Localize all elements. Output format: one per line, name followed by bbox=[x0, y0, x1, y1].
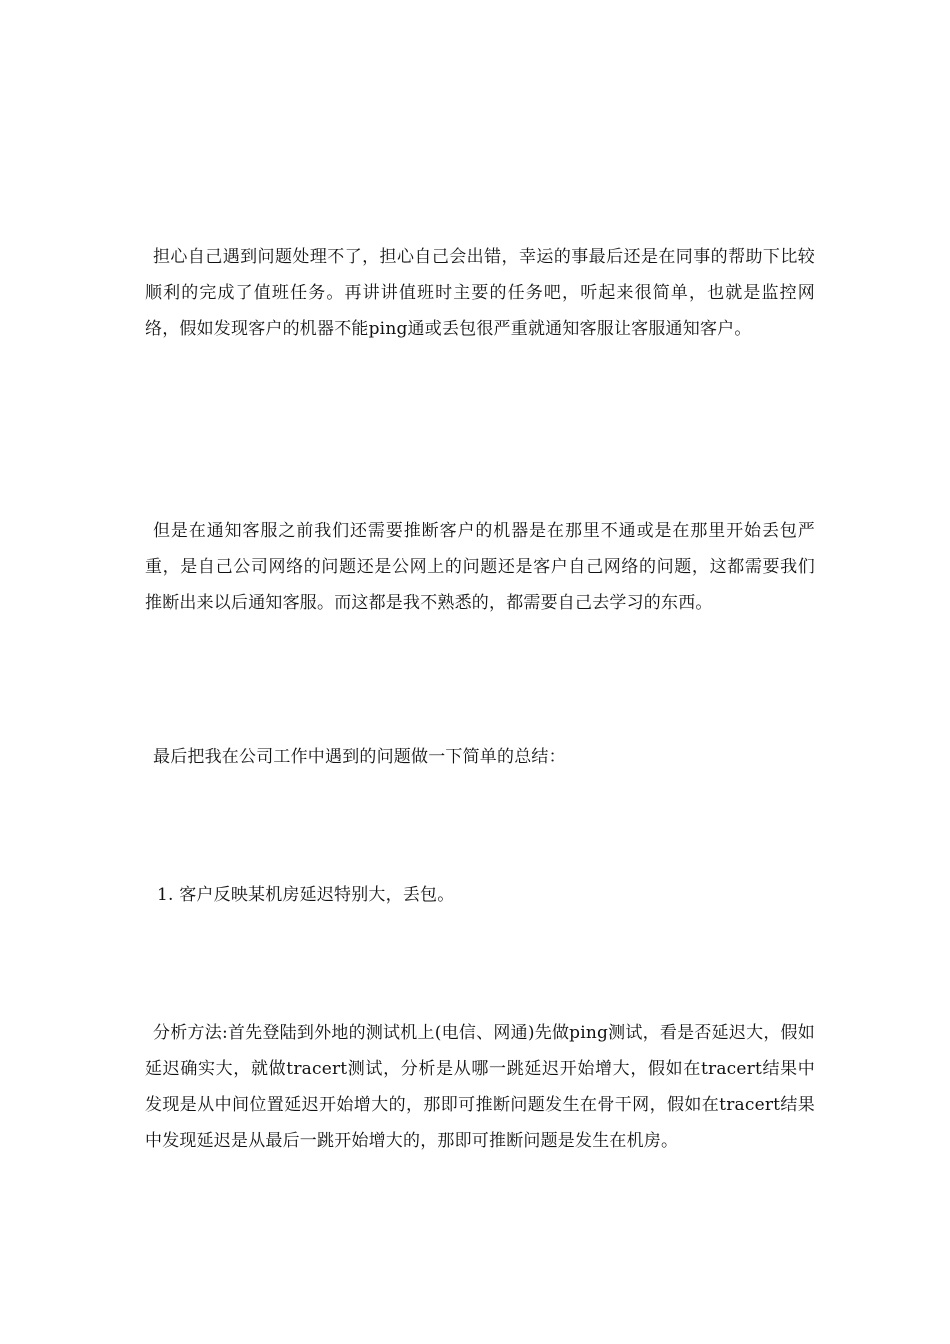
list-item-latency-issue: 1. 客户反映某机房延迟特别大，丢包。 bbox=[157, 885, 455, 905]
paragraph-summary-intro: 最后把我在公司工作中遇到的问题做一下简单的总结： bbox=[153, 747, 566, 767]
paragraph-diagnosis-before-notify: 但是在通知客服之前我们还需要推断客户的机器是在那里不通或是在那里开始丢包严重，是自己公司网络的问题还是公网上的问题还是客户自己网络的问题，这都需要我们推断出来以后通知客服。而这都是我不熟悉的，都需要自己去学习的东西。 bbox=[145, 521, 815, 613]
paragraph-analysis-method: 分析方法:首先登陆到外地的测试机上(电信、网通)先做ping测试，看是否延迟大，假如延迟确实大，就做tracert测试，分析是从哪一跳延迟开始增大，假如在tracert结果中发现是从中间位置延迟开始增大的，那即可推断问题发生在骨干网，假如在tracert结果中发现延迟是从最后一跳开始增大的，那即可推断问题是发生在机房。 bbox=[145, 1023, 815, 1151]
paragraph-duty-worries: 担心自己遇到问题处理不了，担心自己会出错，幸运的事最后还是在同事的帮助下比较顺利的完成了值班任务。再讲讲值班时主要的任务吧，听起来很简单，也就是监控网络，假如发现客户的机器不能ping通或丢包很严重就通知客服让客服通知客户。 bbox=[145, 247, 815, 339]
